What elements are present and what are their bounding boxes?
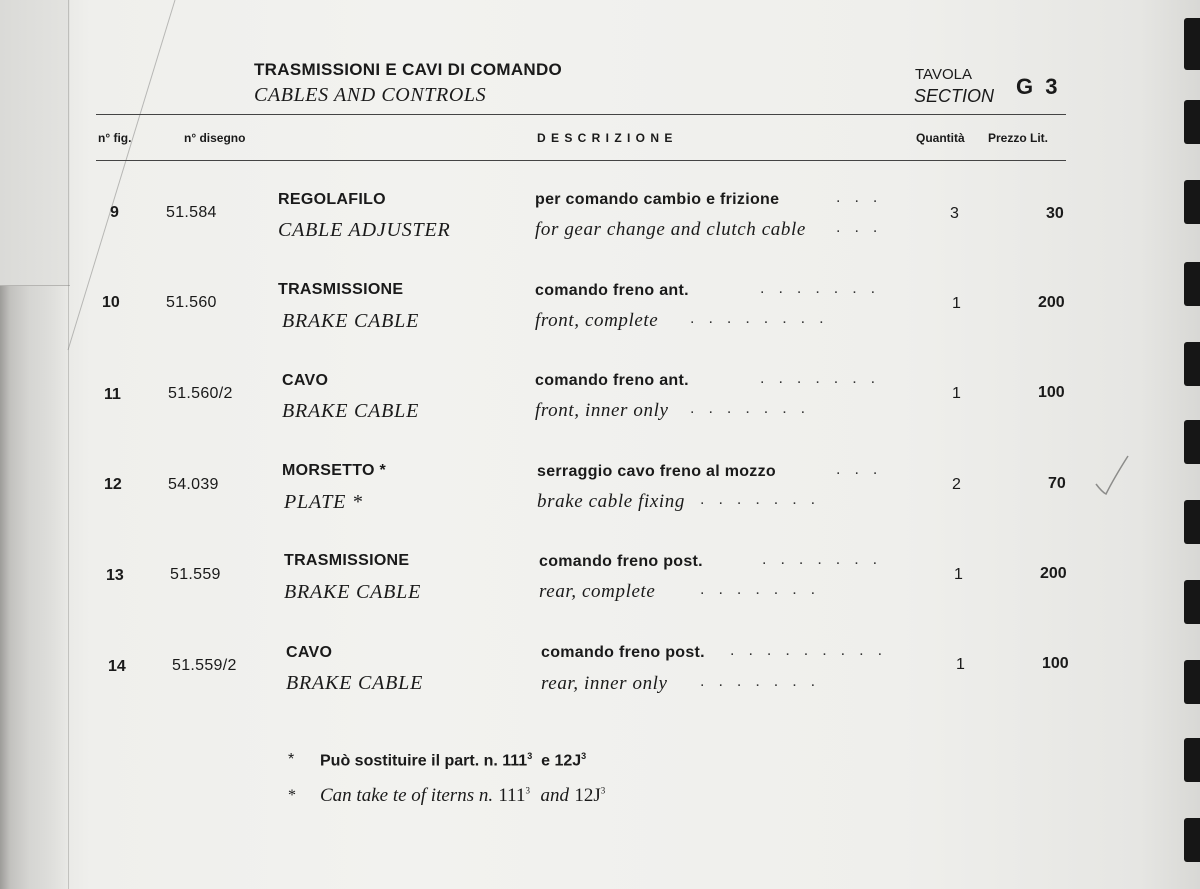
footnote-it [320, 751, 586, 770]
row-desc-en: front, complete [535, 310, 659, 331]
row-desc-en: front, inner only [535, 400, 669, 421]
row-fig: 14 [108, 658, 126, 675]
footnote-sup: 3 [527, 751, 533, 761]
binding-ring [1184, 180, 1200, 224]
footnote-en-and: and [540, 785, 570, 806]
footnote-star: * [288, 787, 296, 804]
binding-ring [1184, 342, 1200, 386]
row-desc-en: rear, complete [539, 581, 656, 602]
section-title-it: TRASMISSIONI E CAVI DI COMANDO [254, 60, 563, 79]
leader-dots: ......... [730, 642, 897, 659]
row-desc-it: comando freno post. [539, 553, 703, 570]
col-head-price: Prezzo Lit. [988, 131, 1049, 145]
table-label-en: SECTION [914, 86, 995, 106]
row-code: 51.584 [166, 204, 217, 221]
paper-crease [60, 0, 270, 360]
row-desc-en: for gear change and clutch cable [535, 219, 806, 240]
col-head-quantity: Quantità [916, 131, 965, 145]
row-price: 70 [1048, 475, 1066, 492]
row-fig: 12 [104, 476, 122, 493]
row-desc-it: comando freno ant. [535, 282, 689, 299]
row-name-it: TRASMISSIONE [278, 281, 404, 298]
row-price: 100 [1038, 384, 1065, 401]
binding-ring [1184, 580, 1200, 624]
row-code: 51.560 [166, 294, 217, 311]
footnote-it-text: Può sostituire il part. n. [320, 752, 498, 770]
row-qty: 1 [952, 295, 961, 312]
binding-ring [1184, 262, 1200, 306]
col-head-drawing: n° disegno [184, 131, 246, 145]
row-qty: 2 [952, 476, 961, 493]
col-head-description: D E S C R I Z I O N E [537, 131, 674, 145]
binding-ring [1184, 18, 1200, 70]
row-price: 200 [1040, 565, 1067, 582]
row-desc-en: rear, inner only [541, 673, 668, 694]
row-code: 51.559/2 [172, 657, 237, 674]
row-name-en: BRAKE CABLE [282, 400, 420, 422]
leader-dots: ....... [760, 280, 890, 297]
check-mark [1094, 454, 1130, 496]
footnote-en-ref: 111 [498, 785, 526, 806]
binding-ring [1184, 500, 1200, 544]
row-code: 51.560/2 [168, 385, 233, 402]
footnote-en-text: Can take te of iterns n. [320, 785, 494, 806]
leader-dots: ... [836, 461, 892, 478]
row-fig: 13 [106, 567, 124, 584]
table-code: G 3 [1016, 74, 1061, 99]
row-name-it: REGOLAFILO [278, 191, 386, 208]
header-rule-top [96, 114, 1066, 115]
row-fig: 11 [104, 386, 121, 403]
row-desc-it: serraggio cavo freno al mozzo [537, 463, 776, 480]
leader-dots: ....... [700, 673, 830, 690]
leader-dots: ....... [762, 551, 892, 568]
row-desc-it: comando freno ant. [535, 372, 689, 389]
leader-dots: ....... [700, 491, 830, 508]
binding-ring [1184, 100, 1200, 144]
row-price: 100 [1042, 655, 1069, 672]
footnote-en-ref: 12J [574, 785, 601, 806]
footnote-sup: 3 [600, 785, 606, 796]
row-desc-it: per comando cambio e frizione [535, 191, 780, 208]
row-desc-en: brake cable fixing [537, 491, 685, 512]
row-name-en: BRAKE CABLE [282, 310, 420, 332]
leader-dots: ....... [760, 370, 890, 387]
binding-ring [1184, 738, 1200, 782]
row-fig: 10 [102, 294, 120, 311]
leader-dots: ....... [700, 581, 830, 598]
footnote-it-ref: 12J [554, 752, 582, 770]
row-name-it: MORSETTO * [282, 462, 387, 479]
row-name-it: CAVO [282, 372, 329, 389]
leader-dots: ....... [690, 400, 820, 417]
leader-dots: ... [836, 189, 892, 206]
footnote-sup: 3 [525, 785, 530, 796]
row-name-en: BRAKE CABLE [284, 581, 422, 603]
row-code: 54.039 [168, 476, 219, 493]
leader-dots: ........ [690, 310, 838, 327]
row-name-it: TRASMISSIONE [284, 552, 410, 569]
row-qty: 1 [952, 385, 961, 402]
row-name-en: PLATE * [284, 491, 363, 513]
header-rule-bottom [96, 160, 1066, 161]
footnote-sup: 3 [581, 751, 587, 761]
table-label-it: TAVOLA [915, 66, 972, 83]
row-desc-it: comando freno post. [541, 644, 705, 661]
col-head-fig: n° fig. [98, 131, 132, 145]
footnote-it-ref: 111 [502, 752, 528, 770]
row-price: 200 [1038, 294, 1065, 311]
footnote-star: * [288, 751, 295, 768]
row-fig: 9 [110, 204, 119, 221]
binding-ring [1184, 420, 1200, 464]
leader-dots: ... [836, 219, 892, 236]
row-qty: 1 [956, 656, 965, 673]
row-code: 51.559 [170, 566, 221, 583]
section-title-en: CABLES AND CONTROLS [254, 84, 487, 106]
footnote-it-and: e [541, 752, 550, 770]
row-price: 30 [1046, 205, 1064, 222]
footnote-en [320, 785, 605, 807]
row-name-it: CAVO [286, 644, 333, 661]
binding-ring [1184, 660, 1200, 704]
row-name-en: BRAKE CABLE [286, 672, 424, 694]
row-name-en: CABLE ADJUSTER [278, 219, 451, 241]
binding-ring [1184, 818, 1200, 862]
row-qty: 1 [954, 566, 963, 583]
row-qty: 3 [950, 205, 959, 222]
